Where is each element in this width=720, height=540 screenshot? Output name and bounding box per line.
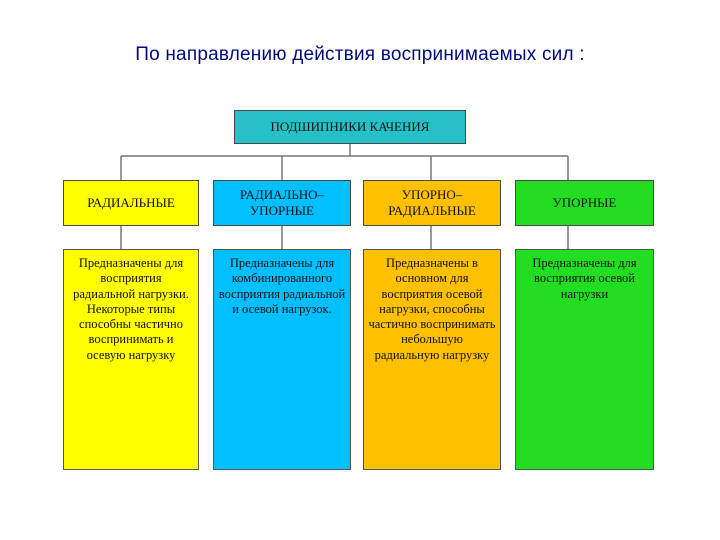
slide-title: По направлению действия воспринимаемых сил : <box>135 44 585 65</box>
desc-radial-thrust <box>213 249 351 470</box>
desc-thrust <box>515 249 654 470</box>
root-node: ПОДШИПНИКИ КАЧЕНИЯ <box>234 110 466 144</box>
desc-thrust-radial-text: Предназначены в основном для восприятия осевой нагрузки, способны частично воспринимать небольшую радиальную нагрузку <box>368 256 496 362</box>
header-thrust: УПОРНЫЕ <box>515 180 654 226</box>
desc-radial-thrust-text: Предназначены для комбинированного восприятия радиальной и осевой нагрузок. <box>218 256 346 316</box>
header-thrust-radial: УПОРНО–РАДИАЛЬНЫЕ <box>363 180 501 226</box>
header-radial-thrust: РАДИАЛЬНО–УПОРНЫЕ <box>213 180 351 226</box>
desc-thrust-text: Предназначены для восприятия осевой нагрузки <box>532 256 637 301</box>
desc-thrust-radial <box>363 249 501 470</box>
desc-radial <box>63 249 199 470</box>
header-radial: РАДИАЛЬНЫЕ <box>63 180 199 226</box>
desc-radial-text: Предназначены для восприятия радиальной нагрузки. Некоторые типы способны частично воспринимать и осевую нагрузку <box>73 256 189 362</box>
